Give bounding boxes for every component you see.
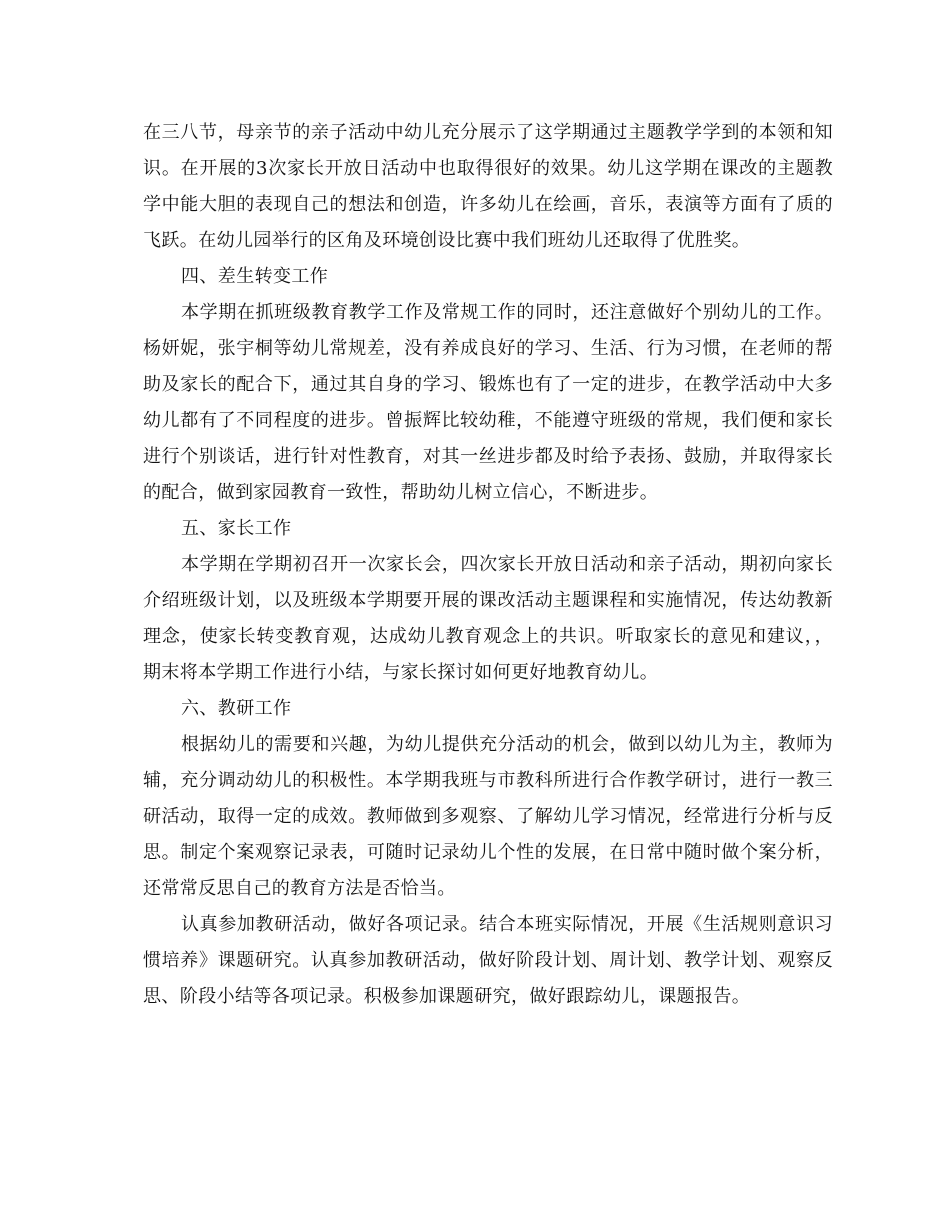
paragraph-research-work: 根据幼儿的需要和兴趣，为幼儿提供充分活动的机会，做到以幼儿为主，教师为辅，充分调动幼儿的积极性。本学期我班与市教科所进行合作教学研讨，进行一教三研活动，取得一定的成效。教师做到多观察、了解幼儿学习情况，经常进行分析与反思。制定个案观察记录表，可随时记录幼儿个性的发展，在日常中随时做个案分析，还常常反思自己的教育方法是否恰当。 <box>143 734 833 899</box>
paragraph-student-improvement: 本学期在抓班级教育教学工作及常规工作的同时，还注意做好个别幼儿的工作。杨妍妮，张宇桐等幼儿常规差，没有养成良好的学习、生活、行为习惯，在老师的帮助及家长的配合下，通过其自身的学习、锻炼也有了一定的进步，在教学活动中大多幼儿都有了不同程度的进步。曾振辉比较幼稚，不能遵守班级的常规，我们便和家长进行个别谈话，进行针对性教育，对其一丝进步都及时给予表扬、鼓励，并取得家长的配合，做到家园教育一致性，帮助幼儿树立信心，不断进步。 <box>143 302 833 503</box>
section-heading-4: 四、差生转变工作 <box>181 266 329 287</box>
paragraph-achievements: 在三八节，母亲节的亲子活动中幼儿充分展示了这学期通过主题教学学到的本领和知识。在开展的3次家长开放日活动中也取得很好的效果。幼儿这学期在课改的主题教学中能大胆的表现自己的想法和创造，许多幼儿在绘画，音乐，表演等方面有了质的飞跃。在幼儿园举行的区角及环境创设比赛中我们班幼儿还取得了优胜奖。 <box>143 122 833 251</box>
section-heading-6: 六、教研工作 <box>181 698 292 719</box>
paragraph-research-records: 认真参加教研活动，做好各项记录。结合本班实际情况，开展《生活规则意识习惯培养》课题研究。认真参加教研活动，做好阶段计划、周计划、教学计划、观察反思、阶段小结等各项记录。积极参加课题研究，做好跟踪幼儿，课题报告。 <box>143 914 833 1007</box>
document-body <box>143 115 833 1015</box>
section-heading-5: 五、家长工作 <box>181 518 292 539</box>
paragraph-parent-work: 本学期在学期初召开一次家长会，四次家长开放日活动和亲子活动，期初向家长介绍班级计划，以及班级本学期要开展的课改活动主题课程和实施情况，传达幼教新理念，使家长转变教育观，达成幼儿教育观念上的共识。听取家长的意见和建议，，期末将本学期工作进行小结，与家长探讨如何更好地教育幼儿。 <box>143 554 833 683</box>
